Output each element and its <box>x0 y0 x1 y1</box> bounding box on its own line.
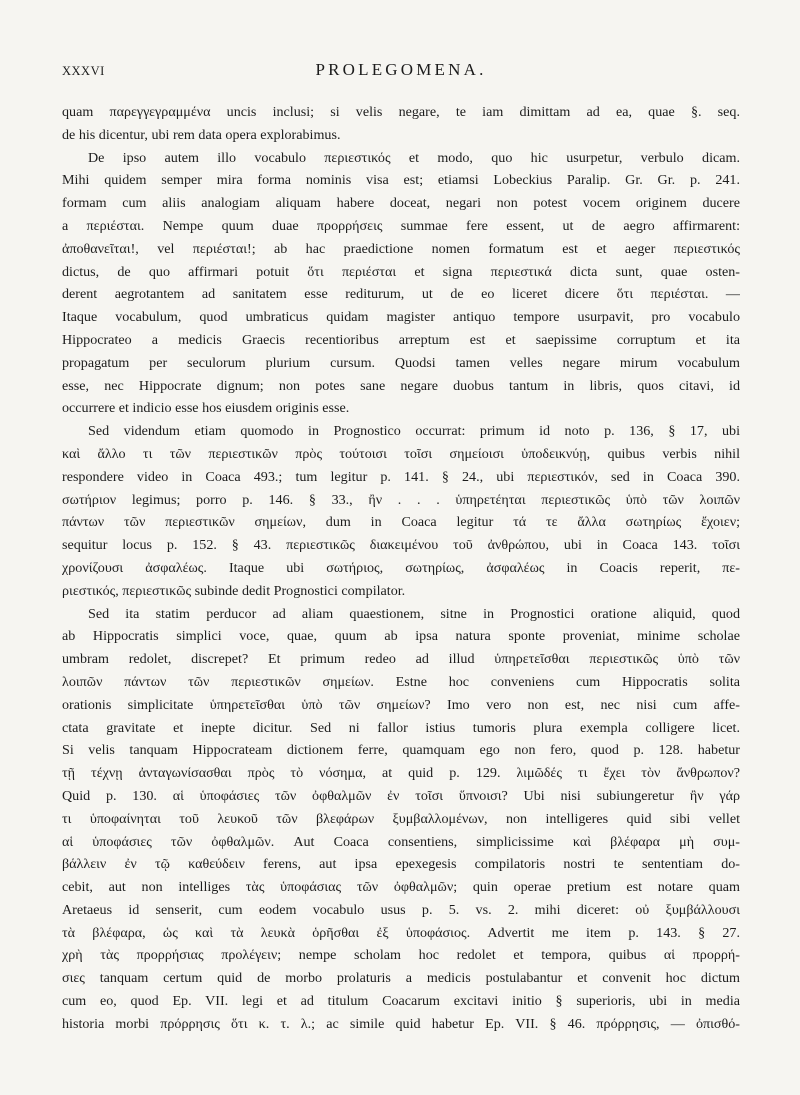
text-line: αἱ ὑποφάσιες τῶν ὀφθαλμῶν. Aut Coaca consentiens, simplicissime καὶ βλέφαρα μὴ συμ- <box>62 833 740 850</box>
text-line: βάλλειν ἐν τῷ καθεύδειν ferens, aut ipsa epexegesis compilatoris nostri te sententiam do- <box>62 856 740 873</box>
text-line: καὶ ἄλλο τι τῶν περιεστικῶν πρὸς τούτοισι τοῖσι σημείοισι ὑποδεικνύῃ, quibus verbis nihil <box>62 445 740 462</box>
text-line: derent aegrotantem ad sanitatem esse rediturum, ut de eo liceret dicere ὅτι περιέσται. — <box>62 286 740 303</box>
text-line: ctata gravitate et inepte dicitur. Sed ni fallor istius tumoris plura exempla colligere licet. <box>62 719 740 736</box>
text-line: ab Hippocratis simplici voce, quae, quum ab ipsa natura sponte proveniat, minime scholae <box>62 628 740 645</box>
text-line: esse, nec Hippocrate dignum; non potes sane negare duobus tantum in libris, quos citavi, id <box>62 377 740 394</box>
text-line: dictus, de quo affirmari potuit ὅτι περιέσται et signa περιεστικά dicta sunt, quae osten- <box>62 263 740 280</box>
text-line: historia morbi πρόρρησις ὅτι κ. τ. λ.; ac simile quid habetur Ep. VII. § 46. πρόρρησις, — ὀπισθό- <box>62 1015 740 1032</box>
text-line: χρονίζουσι ἀσφαλέως. Itaque ubi σωτήριος, σωτηρίως, ἀσφαλέως in Coacis reperit, πε- <box>62 559 740 576</box>
text-line: formam cum aliis analogiam aliquam habere doceat, negari non potest vocem originem ducere <box>62 195 740 212</box>
text-line: propagatum per seculorum plurium cursum. Quodsi tamen velles negare mirum vocabulum <box>62 354 740 371</box>
text-line: Hippocrateo a medicis Graecis recentioribus arreptum est et saepissime corruptum et ita <box>62 331 740 348</box>
text-line: Sed videndum etiam quomodo in Prognostico occurrat: primum id noto p. 136, § 17, ubi <box>88 423 740 440</box>
text-line: τὰ βλέφαρα, ὡς καὶ τὰ λευκὰ ὁρῆσθαι ἐξ ὑποφάσιος. Advertit me item p. 143. § 27. <box>62 924 740 941</box>
text-line: σιες tanquam certum quid de morbo prolaturis a medicis postulabantur et convenit hoc dictum <box>62 970 740 987</box>
page-header <box>62 60 740 84</box>
text-line: umbram redolet, discrepet? Et primum redeo ad illud ὑπηρετεῖσθαι περιεστικῶς ὑπὸ τῶν <box>62 651 740 668</box>
text-line: respondere video in Coaca 493.; tum legitur p. 141. § 24., ubi περιεστικόν, sed in Coaca 390. <box>62 468 740 485</box>
text-line: quam παρεγγεγραμμένα uncis inclusi; si velis negare, te iam dimittam ad ea, quae §. seq. <box>62 104 740 120</box>
text-line: λοιπῶν πάντων τῶν περιεστικῶν σημείων. Estne hoc conveniens cum Hippocratis solita <box>62 673 740 690</box>
text-line: ριεστικός, περιεστικῶς subinde dedit Prognostici compilator. <box>62 582 406 599</box>
page-number: XXXVI <box>62 64 105 78</box>
text-line: a περιέσται. Nempe quum duae προρρήσεις summae fere essent, ut de aegro affirmarent: <box>62 217 740 234</box>
text-line: Si velis tanquam Hippocrateam dictionem ferre, quamquam ego non fero, quod p. 128. habetur <box>62 742 740 759</box>
text-line: σωτήριον legimus; porro p. 146. § 33., ἢν . . . ὑπηρετέηται περιεστικῶς ὑπὸ τῶν λοιπῶν <box>62 491 740 508</box>
text-line: orationis simplicitate ὑπηρετεῖσθαι ὑπὸ τῶν σημείων? Imo vero non est, nec nisi cum affe- <box>62 696 740 713</box>
text-line: de his dicentur, ubi rem data opera explorabimus. <box>62 126 341 143</box>
text-line: Itaque vocabulum, quod umbraticus quidam magister antiquo tempore usurpavit, pro vocabulo <box>62 309 740 326</box>
text-line: De ipso autem illo vocabulo περιεστικός et modo, quo hic usurpetur, verbulo dicam. <box>88 149 740 166</box>
text-line: Mihi quidem semper mira forma nominis visa est; etiamsi Lobeckius Paralip. Gr. Gr. p. 241. <box>62 172 740 189</box>
text-line: sequitur locus p. 152. § 43. περιεστικῶς διακειμένου τοῦ ἀνθρώπου, ubi in Coaca 143. τοῖσι <box>62 537 740 554</box>
text-line: πάντων τῶν περιεστικῶν σημείων, dum in Coaca legitur τά τε ἄλλα σωτηρίως ἔχοιεν; <box>62 514 740 531</box>
text-line: Aretaeus id senserit, cum eodem vocabulo usus p. 5. vs. 2. mihi diceret: οὐ ξυμβάλλουσι <box>62 901 740 918</box>
text-line: cum eo, quod Ep. VII. legi et ad titulum Coacarum excitavi initio § superioris, ubi in media <box>62 993 740 1010</box>
body-text <box>62 101 740 1036</box>
text-line: Sed ita statim perducor ad aliam quaestionem, sitne in Prognostici oratione aliquid, quod <box>88 605 740 622</box>
running-title: PROLEGOMENA. <box>315 60 487 79</box>
text-line: ἀποθανεῖται!, vel περιέσται!; ab hac praedictione nomen formatum est et aeger περιεστικός <box>62 240 740 257</box>
text-line: cebit, aut non intelliges τὰς ὑποφάσιας τῶν ὀφθαλμῶν; quin operae pretium est notare quam <box>62 879 740 896</box>
text-line: τῇ τέχνῃ ἀνταγωνίσασθαι πρὸς τὸ νόσημα, at quid p. 129. λιμῶδές τι ἔχει τὸν ἄνθρωπον? <box>62 765 740 782</box>
text-line: Quid p. 130. αἱ ὑποφάσιες τῶν ὀφθαλμῶν ἐν τοῖσι ὕπνοισι? Ubi nisi subiungeretur ἢν γάρ <box>62 787 740 804</box>
text-line: occurrere et indicio esse hos eiusdem originis esse. <box>62 400 350 417</box>
text-line: χρὴ τὰς προρρήσιας προλέγειν; nempe scholam hoc redolet et tempora, quibus αἱ προρρή- <box>62 947 740 964</box>
text-line: τι ὑποφαίνηται τοῦ λευκοῦ τῶν βλεφάρων ξυμβαλλομένων, non intelligeres quid sibi vellet <box>62 810 740 827</box>
